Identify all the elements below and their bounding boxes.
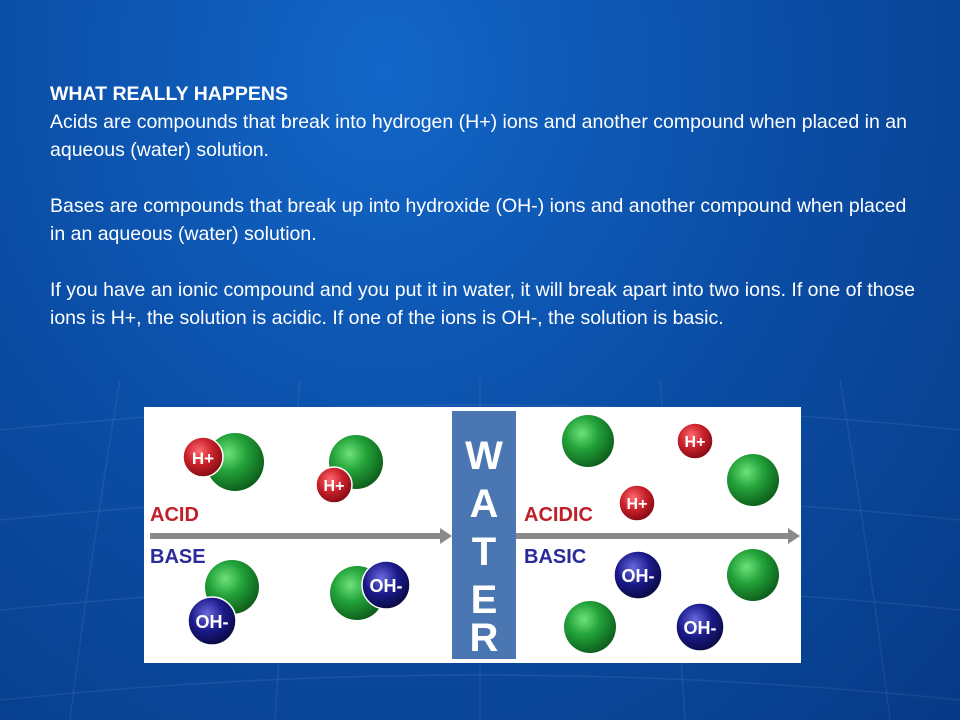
base-definition: Bases are compounds that break up into hydroxide (OH-) ions and another compound when placed in an aqueous (water) solution.	[50, 195, 907, 245]
water-letter-w: W	[465, 434, 503, 478]
water-letter-r: R	[469, 616, 499, 660]
hydrogen-ion-label: H+	[626, 496, 648, 513]
molecule-green	[727, 549, 779, 601]
base-label: BASE	[150, 546, 206, 568]
slide-title: WHAT REALLY HAPPENS	[50, 83, 288, 105]
hydroxide-ion	[614, 551, 662, 599]
hydrogen-ion	[183, 437, 223, 477]
slide-text	[50, 80, 920, 332]
acid-arrow	[150, 528, 452, 544]
hydroxide-ion	[676, 603, 724, 651]
product-arrow	[512, 528, 800, 544]
water-letter-a: A	[469, 482, 499, 526]
hydrogen-ion	[619, 485, 655, 521]
hydroxide-ion	[362, 561, 410, 609]
acid-definition: Acids are compounds that break into hydrogen (H+) ions and another compound when placed in an aqueous (water) solution.	[50, 111, 907, 161]
hydrogen-ion-label: H+	[323, 478, 345, 495]
basic-label: BASIC	[524, 546, 587, 568]
hydrogen-ion	[316, 467, 352, 503]
acid-base-diagram	[144, 407, 801, 663]
water-letter-e: E	[470, 578, 498, 622]
hydroxide-ion-label: OH-	[683, 618, 717, 638]
hydroxide-ion-label: OH-	[621, 566, 655, 586]
molecule-green	[564, 601, 616, 653]
molecule-green	[562, 415, 614, 467]
hydrogen-ion-label: H+	[191, 449, 215, 468]
acid-label: ACID	[150, 504, 199, 526]
acidic-label: ACIDIC	[524, 504, 593, 526]
acid-base-diagram-svg	[144, 407, 801, 663]
molecule-green	[727, 454, 779, 506]
hydroxide-ion-label: OH-	[369, 576, 403, 596]
hydroxide-ion	[188, 597, 236, 645]
hydrogen-ion	[677, 423, 713, 459]
hydrogen-ion-label: H+	[684, 434, 706, 451]
ionic-compound-explanation: If you have an ionic compound and you put it in water, it will break apart into two ions. If one of those ions is H+, the solution is acidic. If one of the ions is OH-, the solution is basic.	[50, 279, 916, 329]
hydroxide-ion-label: OH-	[195, 612, 229, 632]
water-letter-t: T	[471, 530, 497, 574]
